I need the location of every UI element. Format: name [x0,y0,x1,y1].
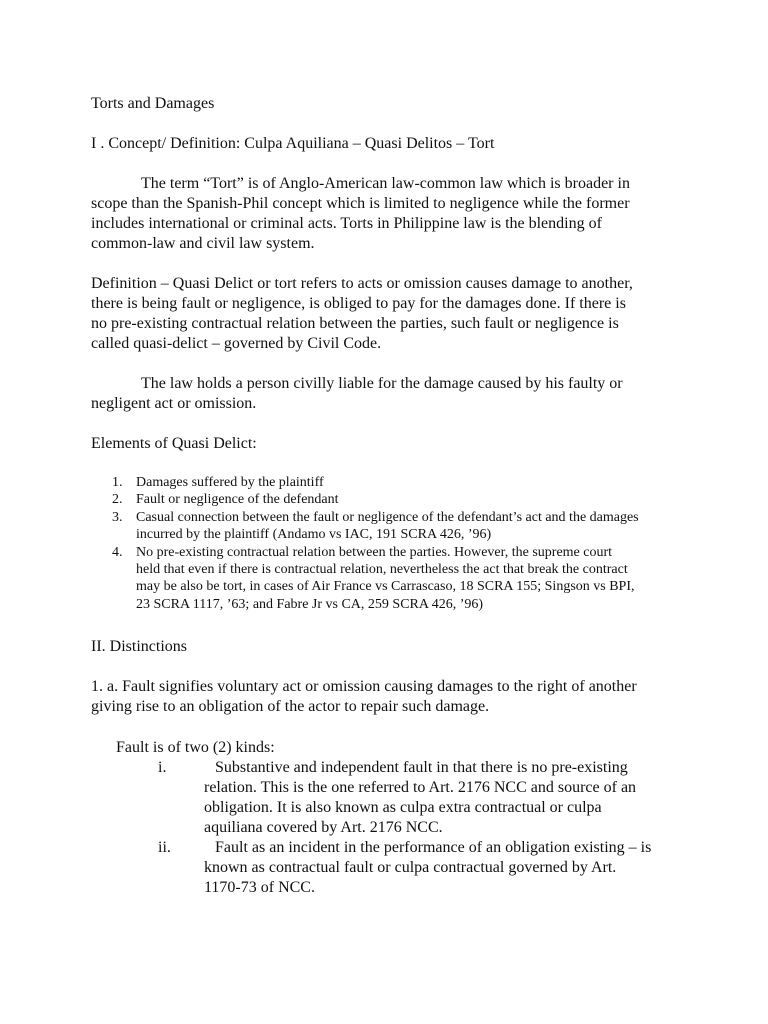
paragraph-line: negligent act or omission. [91,395,257,412]
paragraph-line: aquiliana covered by Art. 2176 NCC. [204,819,443,836]
paragraph-line: scope than the Spanish-Phil concept which is limited to negligence while the former [91,195,630,212]
list-item [112,544,692,614]
list-item-number: i. [158,759,167,776]
elements-list [112,474,692,613]
paragraph-line: no pre-existing contractual relation between the parties, such fault or negligence is [91,315,619,332]
paragraph-line: The term “Tort” is of Anglo-American law-common law which is broader in [141,175,630,192]
list-item-text: No pre-existing contractual relation between the parties. However, the supreme court [136,544,613,560]
list-item-number: ii. [158,839,171,856]
paragraph-line: Substantive and independent fault in that there is no pre-existing [215,759,628,776]
list-item-text: may be also be tort, in cases of Air France vs Carrascaso, 18 SCRA 155; Singson vs BPI, [136,579,635,595]
paragraph-line: obligation. It is also known as culpa extra contractual or culpa [204,799,602,816]
list-item-number: 3. [112,509,123,525]
section-heading-distinctions: II. Distinctions [91,638,187,655]
paragraph-line: 1. a. Fault signifies voluntary act or omission causing damages to the right of another [91,678,637,695]
paragraph-line: known as contractual fault or culpa contractual governed by Art. [204,859,617,876]
elements-heading: Elements of Quasi Delict: [91,435,257,452]
paragraph-line: common-law and civil law system. [91,235,315,252]
paragraph-line: Definition – Quasi Delict or tort refers to acts or omission causes damage to another, [91,275,633,292]
section-heading-concept: I . Concept/ Definition: Culpa Aquiliana – Quasi Delitos – Tort [91,135,495,152]
list-item-number: 1. [112,475,123,490]
list-item-text: Damages suffered by the plaintiff [136,475,324,490]
list-item-text: held that even if there is contractual relation, nevertheless the act that break the contract [136,562,628,578]
paragraph-line: Fault as an incident in the performance of an obligation existing – is [215,839,652,856]
list-item [112,509,692,544]
paragraph-line: The law holds a person civilly liable for the damage caused by his faulty or [141,375,623,392]
paragraph-line: there is being fault or negligence, is obliged to pay for the damages done. If there is [91,295,626,312]
list-item-text: Casual connection between the fault or negligence of the defendant’s act and the damages [136,509,639,525]
list-item-number: 2. [112,492,123,508]
paragraph-line: called quasi-delict – governed by Civil Code. [91,335,382,352]
list-item [112,474,692,491]
paragraph-line: includes international or criminal acts. Torts in Philippine law is the blending of [91,215,602,232]
paragraph-line: 1170-73 of NCC. [204,879,315,896]
list-item-text: 23 SCRA 1117, ’63; and Fabre Jr vs CA, 259 SCRA 426, ’96) [136,596,484,612]
paragraph-line: relation. This is the one referred to Art. 2176 NCC and source of an [204,779,637,796]
document-title: Torts and Damages [91,95,215,112]
fault-kinds-heading: Fault is of two (2) kinds: [116,739,275,756]
list-item-text: Fault or negligence of the defendant [136,492,339,508]
paragraph-line: giving rise to an obligation of the actor to repair such damage. [91,698,490,715]
list-item-number: 4. [112,544,123,560]
list-item [112,491,692,508]
list-item-text: incurred by the plaintiff (Andamo vs IAC, 191 SCRA 426, ’96) [136,527,492,543]
